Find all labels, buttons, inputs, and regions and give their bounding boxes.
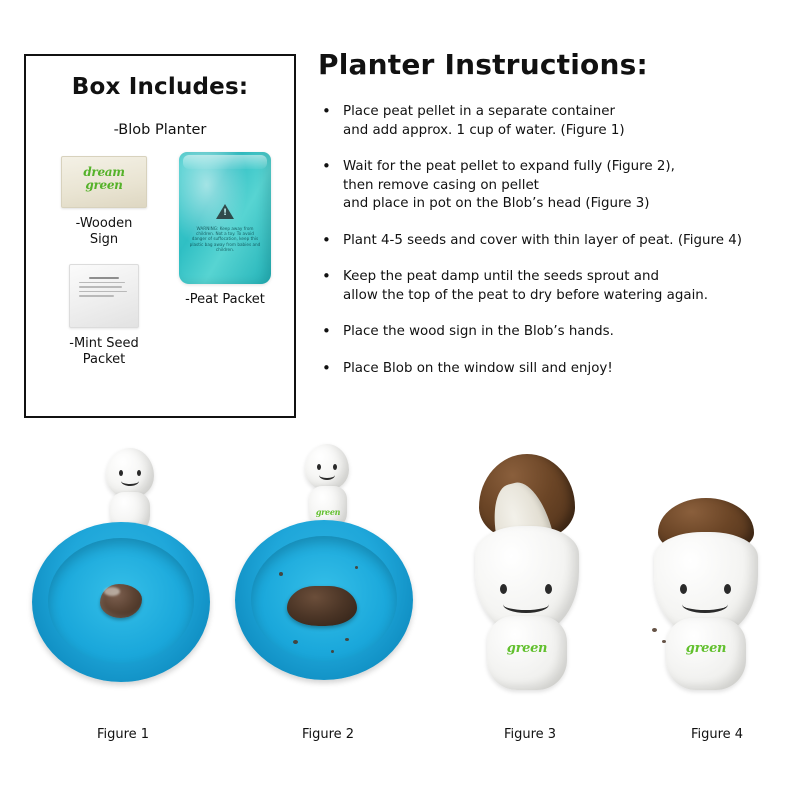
blob-head-icon xyxy=(106,448,154,498)
figures-section xyxy=(0,440,800,760)
seed-packet-label-line1: -Mint Seed xyxy=(69,336,139,351)
wooden-sign-label xyxy=(54,216,154,248)
figure-caption: Figure 4 xyxy=(690,727,744,742)
smile-icon xyxy=(682,596,728,613)
list-item xyxy=(318,103,788,140)
smile-icon xyxy=(503,596,549,613)
blob-head-icon xyxy=(305,444,349,490)
eye-icon xyxy=(680,584,687,594)
instruction-line: • Plant 4-5 seeds and cover with thin layer of peat. (Figure 4) xyxy=(343,232,742,248)
sign-word-dream: dream xyxy=(83,165,125,179)
wooden-sign-label-line2: Sign xyxy=(89,232,119,247)
expanded-peat-pellet xyxy=(287,586,357,626)
instruction-line: and place in pot on the Blob’s head (Figure 3) xyxy=(343,196,650,211)
seed-packet-label-line2: Packet xyxy=(82,352,126,367)
list-item xyxy=(318,268,788,305)
peat-packet-seal xyxy=(183,155,267,169)
blob-body xyxy=(487,616,567,690)
logo-text: green xyxy=(506,641,548,656)
figure-2 xyxy=(233,440,423,750)
eye-icon xyxy=(724,584,731,594)
peat-packet-icon xyxy=(179,152,271,284)
figure-caption: Figure 3 xyxy=(503,727,557,742)
smile-icon xyxy=(319,470,335,480)
instruction-line: • Place peat pellet in a separate container xyxy=(343,104,615,119)
blob-body xyxy=(666,618,746,690)
peat-crumb xyxy=(345,638,349,641)
logo-text: green xyxy=(315,507,341,517)
box-includes-title: Box Includes: xyxy=(71,74,249,100)
instruction-line: • Keep the peat damp until the seeds sprout and xyxy=(343,269,659,284)
peat-packet-warning-text: WARNING: Keep away from children. Not a toy. To avoid danger of suffocation, keep this plastic bag away from babies and children. xyxy=(189,226,261,252)
figure-caption: Figure 2 xyxy=(301,727,355,742)
seed-packet-text-lines xyxy=(79,277,129,300)
sign-word-green: green xyxy=(85,178,123,192)
instruction-line: then remove casing on pellet xyxy=(343,177,539,193)
figure-1 xyxy=(28,440,218,750)
eye-icon xyxy=(500,584,507,594)
list-item xyxy=(52,264,156,368)
instruction-line: and add approx. 1 cup of water. (Figure 1) xyxy=(343,122,625,138)
list-item xyxy=(166,152,284,308)
instruction-line: • Place Blob on the window sill and enjoy! xyxy=(343,360,613,376)
figure-4 xyxy=(622,440,800,750)
peat-crumb xyxy=(331,650,334,653)
instructions-list xyxy=(318,103,788,378)
instructions-section xyxy=(318,48,788,396)
wooden-sign-icon xyxy=(61,156,147,208)
figure-3 xyxy=(435,440,625,750)
peat-crumb xyxy=(662,640,666,643)
wooden-sign-logo-text xyxy=(62,166,146,192)
box-includes-items xyxy=(26,152,294,367)
smile-icon xyxy=(121,476,139,486)
peat-crumb xyxy=(293,640,298,644)
logo-text: green xyxy=(685,641,727,656)
list-item xyxy=(318,158,788,214)
blue-bowl xyxy=(235,520,413,680)
seed-packet-icon xyxy=(69,264,139,328)
list-item xyxy=(318,232,788,251)
wooden-sign-label-line1: -Wooden xyxy=(75,216,133,231)
instruction-line: allow the top of the peat to dry before watering again. xyxy=(343,287,709,303)
instruction-line: • Place the wood sign in the Blob’s hands. xyxy=(343,324,614,339)
instructions-title: Planter Instructions: xyxy=(318,48,648,81)
peat-packet-label: -Peat Packet xyxy=(185,292,265,307)
list-item xyxy=(318,360,788,379)
warning-triangle-icon xyxy=(216,204,234,219)
blue-bowl xyxy=(32,522,210,682)
peat-crumb xyxy=(279,572,283,576)
peat-crumb xyxy=(652,628,657,632)
green-logo xyxy=(314,508,342,516)
green-logo xyxy=(684,642,728,655)
instruction-line: • Wait for the peat pellet to expand fully (Figure 2), xyxy=(343,159,675,174)
figure-caption: Figure 1 xyxy=(96,727,150,742)
seed-packet-label xyxy=(52,336,156,368)
eye-icon xyxy=(545,584,552,594)
box-includes-panel xyxy=(24,54,296,418)
list-item xyxy=(54,156,154,248)
list-item xyxy=(318,323,788,342)
green-logo xyxy=(505,642,549,655)
box-includes-subtitle: -Blob Planter xyxy=(113,122,207,138)
peat-crumb xyxy=(355,566,358,569)
